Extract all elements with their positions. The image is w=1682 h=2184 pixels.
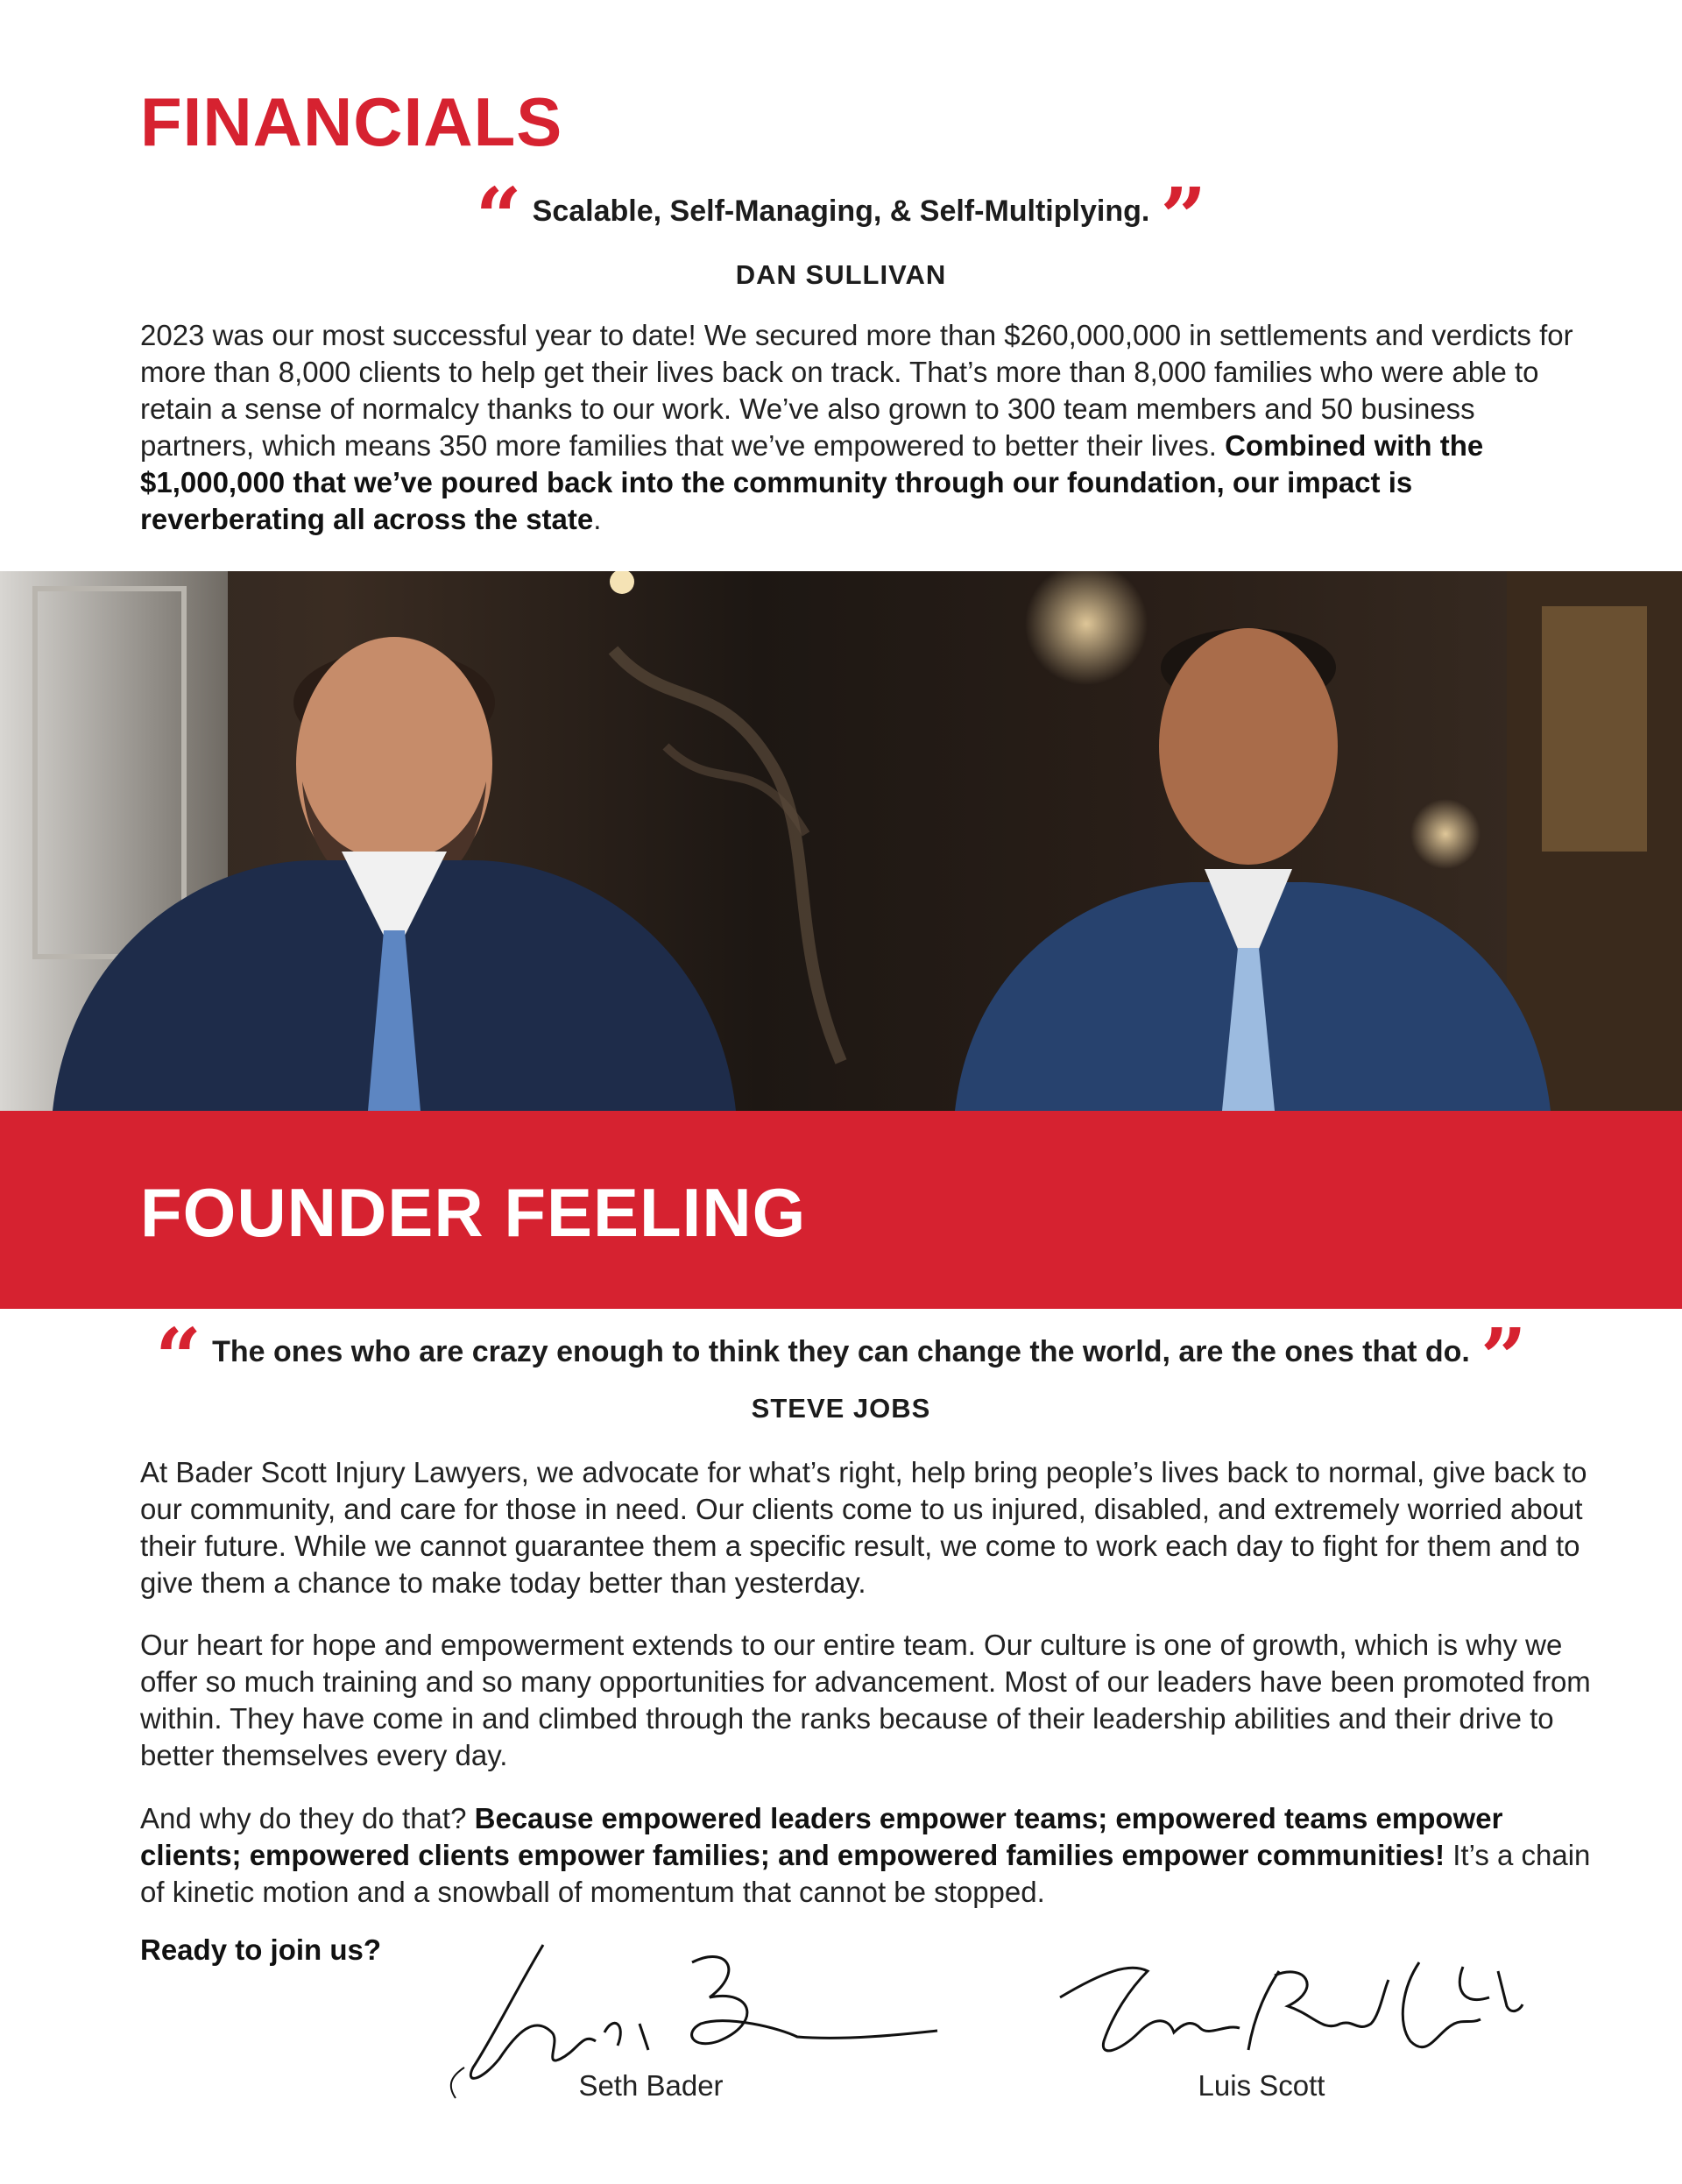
luis-scott-name: Luis Scott xyxy=(1198,2069,1325,2102)
close-quote-icon: ” xyxy=(1160,170,1207,265)
ready-to-join-text: Ready to join us? xyxy=(140,1933,382,1966)
founders-photo xyxy=(0,571,1682,1111)
founder-paragraph-1: At Bader Scott Injury Lawyers, we advocate for what’s right, help bring people’s lives back to normal, give back to our community, and care for those in need. Our clients come to us injured, disabled, and extremely worried about their future. While we cannot guarantee them a specific result, we come to work each day to fight for them and to give them a chance to make today better than yesterday. xyxy=(140,1456,1587,1599)
founder-heading: FOUNDER FEELING xyxy=(140,1174,807,1251)
open-quote-icon: “ xyxy=(155,1311,202,1405)
founder-attribution: STEVE JOBS xyxy=(751,1393,931,1424)
seth-bader-name: Seth Bader xyxy=(578,2069,724,2102)
founder-paragraph-3: And why do they do that? Because empowered leaders empower teams; empowered teams empower clients; empowered clients empower families; and empowered families empower communities! It’s a chain of kinetic motion and a snowball of momentum that cannot be stopped. xyxy=(140,1802,1591,1908)
financials-quote: “ Scalable, Self-Managing, & Self-Multiplying. ” xyxy=(475,170,1207,265)
founders-photo-illustration xyxy=(0,571,1682,1111)
financials-attribution: DAN SULLIVAN xyxy=(735,259,947,290)
luis-scott-signature xyxy=(1051,1936,1524,2076)
close-quote-icon: ” xyxy=(1480,1311,1527,1405)
financials-heading: FINANCIALS xyxy=(140,83,563,160)
open-quote-icon: “ xyxy=(475,170,522,265)
founder-paragraph-2: Our heart for hope and empowerment extends to our entire team. Our culture is one of growth, which is why we offer so much training and so many opportunities for advancement. Most of our leaders have been promoted from within. They have come in and climbed through the ranks because of their leadership abilities and their drive to better themselves every day. xyxy=(140,1629,1591,1771)
founder-quote: “ The ones who are crazy enough to think they can change the world, are the ones that do. ” xyxy=(155,1311,1527,1405)
financials-body: 2023 was our most successful year to date! We secured more than $260,000,000 in settlements and verdicts for more than 8,000 clients to help get their lives back on track. That’s more than 8,000 families who were able to retain a sense of normalcy thanks to our work. We’ve also grown to 300 team members and 50 business partners, which means 350 more families that we’ve empowered to better their lives. Combined with the $1,000,000 that we’ve poured back into the community through our foundation, our impact is reverberating all across the state. xyxy=(140,319,1573,535)
